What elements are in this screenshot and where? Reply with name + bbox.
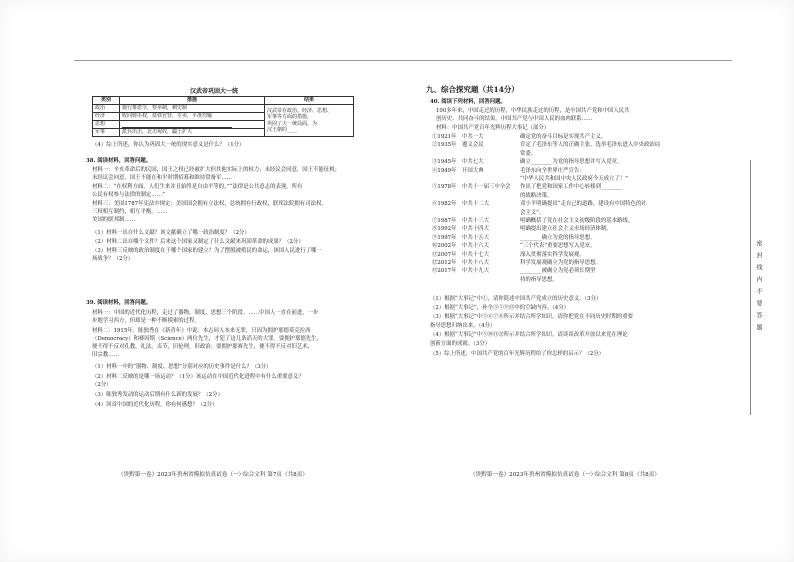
event-meeting: 中共十一届三中全会 [462,184,511,191]
event-meeting: 遵义会议 [462,142,484,149]
q38-line: 材料三：美国1787年宪法中规定：美国国会拥有立法权，总统拥有行政权，联邦法院拥有司法权。 [92,201,327,207]
q39-line: 39. 阅读材料，回答问题。 [86,300,152,306]
table-cell-result [265,105,354,137]
q39-line: 旧宗教…… [92,352,119,358]
q40-intro-line: 材料：中国共产党百年光辉历程大事记（部分） [436,125,550,131]
event-description: 会主义”。 [520,209,545,216]
event-description: 持的指导思想。 [520,276,558,283]
event-description: 深入贯彻落实科学发展观。 [520,251,585,258]
q38-line: 材料一：辛亥革命后的民国，国王之权已经被扩大但其他实际上的权力；未经议会同意，国王不能征税； [92,167,340,173]
event-meeting: 开国大典 [462,167,484,174]
q39-line: 材料一：中国的近代化历程，走过了器物、制度、思想三个阶段。……中国人一直在前进，一步 [92,310,319,316]
table-cell-measure: 施行推恩令，察举制，刺史制 [120,105,265,113]
event-meeting: 中共七大 [462,159,484,166]
q37-part4: （4）综上所述，你认为巩固大一统的现实意义是什么？（1分） [92,142,245,148]
q39-line: 便不得不反对孔教，礼法，贞节，旧伦理，旧政治；要拥护那赛先生，便不得不反对旧艺术， [92,344,314,350]
event-description: 常委。 [520,150,537,157]
q39-line: （3）陈独秀发动的运动后期有什么新的发展？（2分） [92,392,223,398]
event-meeting: 中共十二大 [462,201,489,208]
q40-part: （1）根据“大事记”中①，请你简述中国共产党成立的历史意义。（3分） [430,296,602,302]
event-year: ⑤1978年 [432,184,457,191]
q38-line: 美国的联邦制…… [92,217,136,223]
q38-line: 未经议会同意，国王不能在和平时期招募和维持常备军…… [92,175,233,181]
q40-part: （4）根据“大事记”中⑤⑩⑪⑫所示并结合所学知识，请谈谈改革开放以来党在理论 [430,332,628,338]
measures-table [92,96,354,137]
event-year: ③1945年 [432,159,457,166]
result-line: 军事等方面的措施， [267,114,313,120]
event-description: 明确提出建立社会主义市场经济体制。 [520,226,612,233]
event-description: ________确立为党的指导思想。 [520,234,596,241]
event-description: 毛泽东向全世界庄严宣告： [520,167,585,174]
top-rule [74,60,732,61]
event-year: ④1949年 [432,167,457,174]
table-title: 汉武帝巩固大一统 [190,88,239,95]
event-meeting: 中共十六大 [462,243,489,250]
q39-line: （4）回首中国的近代化历程，你有何感想？（2分） [92,402,218,408]
table-header-measures: 措施 [120,97,265,105]
q39-line: （2分） [92,382,112,388]
event-year: ⑩2002年 [432,243,457,250]
event-description: 邓小平明确提出“走自己的道路，建设有中国特色的社 [520,201,647,208]
event-description: “中华人民共和国中央人民政府今天成立了！” [520,176,628,182]
event-year: ⑦1987年 [432,218,457,224]
event-year: ①1921年 [432,134,457,140]
q38-line: （3）材料三反映的政治制度在于哪个国家的建立？为了摆脱被殖民的命运，该国人民进行了哪一 [92,248,322,254]
event-year: ⑥1982年 [432,201,457,208]
event-description: 确定党的奋斗目标是实现共产主义。 [520,134,607,140]
q39-line: （Democracy）和赛因斯（Science）两位先生，才犯了这几条滔天的大罪。要拥护那德先生， [92,336,322,342]
result-line: 巩固了大一统局面，为 [267,120,318,127]
table-header-category: 类别 [93,97,120,105]
event-meeting: 中共十八大 [462,260,489,266]
q38-line: 材料二：“在权利方面，人们生来并且始终是自由平等的。”“法律是公共意志的表现。所有 [92,184,303,190]
table-cell-measure: 收回铸币权，盐铁官营，专卖，平准均输 [120,113,265,121]
q40-part: 指导思想归纳出来。（4分） [430,323,496,329]
q39-line: 步地学习西方，但却是一种不断摸索的过程。 [92,318,200,324]
event-description: 作出了把党和国家工作中心转移到________ [520,184,623,191]
event-description: 的战略决策。 [520,192,553,199]
event-meeting: 中共十四大 [462,226,489,233]
q40-part: 创新方面的成就。（3分） [430,341,491,347]
result-line: 汉武帝在政治、经济、思想、 [267,107,333,114]
event-meeting: 中共十七大 [462,251,489,258]
event-meeting: 中共十五大 [462,234,489,241]
q40-intro-line: 100多年来，中国走过的历程，中华民族走过的历程，是中国共产党和中国人民共 [436,108,630,114]
event-description: 科学发展观确立为党的指导思想。 [520,260,601,266]
q38-line: 公民有权参与法律的制定……” [92,192,165,198]
event-meeting: 中共一大 [462,134,484,140]
q40-part: （3）根据“大事记”中⑤⑥⑦⑧所示并结合所学知识，请你把党在不同历史时期的重要 [430,314,634,320]
table-cell-measure: 派兵出击，北击匈奴，疆土扩大 [120,129,265,137]
event-year: ⑨1997年 [432,234,457,241]
event-year: ⑬2017年 [432,268,457,275]
event-year: ⑧1992年 [432,226,457,233]
q40-intro-line: 创历史、共同奋斗的结果。中国共产党与中国人民的血肉联系…… [436,116,593,122]
q40-part: （2）根据“大事记”，补全③⑤⑨⑬中的空缺内容。（4分） [430,305,570,311]
q38-line: （2）材料二出自哪个文件？后来这个国家又制定了什么文献来巩固革命的成果？（2分） [92,239,304,245]
event-description: “三个代表”重要思想写入党章。 [520,243,596,250]
q40-intro-line: 40. 阅读下列材料，回答问题。 [430,99,506,105]
event-description: 确立________为党的指导思想并写入党章。 [520,159,623,166]
event-year: ②1935年 [432,142,457,149]
event-year: ⑫2012年 [432,260,457,266]
q38-line: （1）材料一出自什么文献？该文献确立了哪一政治制度？（2分） [92,230,250,236]
q38-line: 38. 阅读材料，回答问题。 [86,158,152,164]
table-cell-measure-blank [120,121,265,129]
table-cell-category: 思想 [93,121,120,129]
table-header-result: 结果 [265,97,354,105]
section-title: 九、综合探究题（共14分） [426,85,519,94]
binding-margin-notice: 密封线内不要答题 [750,160,763,415]
q39-line: 材料二：1915年，陈独秀在《新青年》中说：本志同人本来无罪，只因为拥护那德莫克拉西 [92,328,311,334]
q38-line: 场战争？（2分） [92,256,134,262]
event-description: 肯定了毛泽东等人的正确主张，选举毛泽东进入中央政治局 [520,142,661,149]
q39-line: （2）材料二反映的是哪一场运动？（1分）该运动在中国近代化进程中有什么重要意义？ [92,374,304,380]
event-year: ⑪2007年 [432,251,457,258]
footer-right: （贵黔第一卷）2023年贵州省模拟仿真试卷（一）·综合文科 第8页（共8页） [470,472,660,478]
footer-left: （贵黔第一卷）2023年贵州省模拟仿真试卷（一）·综合文科 第7页（共8页） [118,472,308,478]
q39-line: （1）材料一中的“器物、制度、思想”分别对应的历史事件是什么？（3分） [92,364,272,370]
result-line: 汉王朝的____ [267,127,298,133]
table-cell-category: 经济 [93,113,120,121]
table-cell-category: 军事 [93,129,120,137]
event-meeting: 中共十九大 [462,268,489,275]
table-cell-category: 政治 [93,105,120,113]
event-description: ________被确立为党必须长期坚 [520,268,596,275]
event-description: 明确概括了党在社会主义初级阶段的基本路线。 [520,218,634,224]
q38-line: 三权相互制约，相互平衡。…… [92,209,168,215]
q40-part: （5）综上所述，中国共产党的百年光辉历程给了你怎样的启示？（2分） [430,351,604,357]
event-meeting: 中共十三大 [462,218,489,224]
